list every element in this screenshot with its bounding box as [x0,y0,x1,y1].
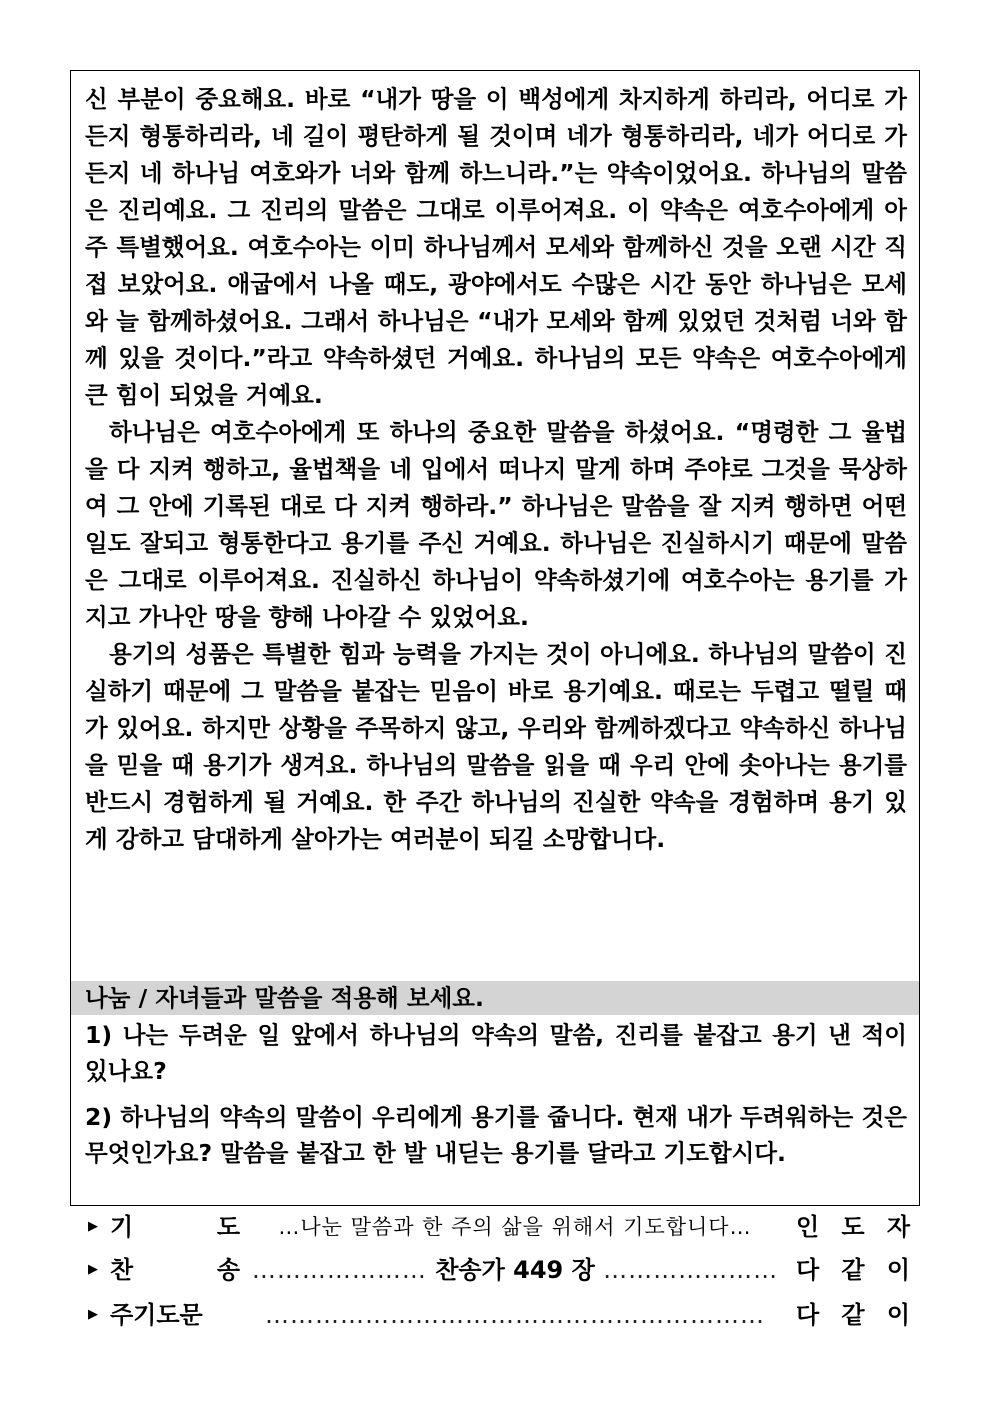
order-item-name: 주기도문 [110,1301,203,1329]
triangle-right-icon: ▶ [88,1307,98,1322]
triangle-right-icon: ▶ [88,1219,98,1234]
sermon-body [85,81,907,858]
order-item-leader: 다 같 이 [796,1301,910,1329]
order-item-description: …나눈 말씀과 한 주의 삶을 위해서 기도합니다… [278,1215,752,1239]
order-prayer [88,1207,910,1247]
order-item-name: 찬 송 [110,1256,240,1284]
hymn-number: 찬송가 449 장 [435,1256,595,1284]
order-hymn [88,1250,910,1290]
sharing-questions [85,1017,907,1181]
paragraph-3: 용기의 성품은 특별한 힘과 능력을 가지는 것이 아니에요. 하나님의 말씀이 진실하기 때문에 그 말씀을 붙잡는 믿음이 바로 용기예요. 때로는 두렵고 떨릴 때가 있어요. 하지만 상황을 주목하지 않고, 우리와 함께하겠다고 약속하신 하나님을 믿을 때 용기가 생겨요. 하나님의 말씀을 읽을 때 우리 안에 솟아나는 용기를 반드시 경험하게 될 거예요. 한 주간 하나님의 진실한 약속을 경험하며 용기 있게 강하고 담대하게 살아가는 여러분이 되길 소망합니다. [85,640,907,853]
order-item-leader: 다 같 이 [796,1256,910,1284]
content-box [70,70,920,1206]
question-2: 2) 하나님의 약속의 말씀이 우리에게 용기를 줍니다. 현재 내가 두려워하는 것은 무엇인가요? 말씀을 붙잡고 한 발 내딛는 용기를 달라고 기도합시다. [85,1103,907,1167]
triangle-right-icon: ▶ [88,1262,98,1277]
order-item-description: …………………………………………………… [265,1301,765,1329]
order-item-description: ………………… 찬송가 449 장 ………………… [251,1256,779,1284]
sharing-heading: 나눔 / 자녀들과 말씀을 적용해 보세요. [71,981,919,1015]
order-lords-prayer [88,1295,910,1335]
paragraph-1: 신 부분이 중요해요. 바로 “내가 땅을 이 백성에게 차지하게 하리라, 어디로 가든지 형통하리라, 네 길이 평탄하게 될 것이며 네가 형통하리라, 네가 어디로 가든지 네 하나님 여호와가 너와 함께 하느니라.”는 약속이었어요. 하나님의 말씀은 진리예요. 그 진리의 말씀은 그대로 이루어져요. 이 약속은 여호수아에게 아주 특별했어요. 여호수아는 이미 하나님께서 모세와 함께하신 것을 오랜 시간 직접 보았어요. 애굽에서 나올 때도, 광야에서도 수많은 시간 동안 하나님은 모세와 늘 함께하셨어요. 그래서 하나님은 “내가 모세와 함께 있었던 것처럼 너와 함께 있을 것이다.”라고 약속하셨던 거예요. 하나님의 모든 약속은 여호수아에게 큰 힘이 되었을 거예요. [85,85,907,409]
question-1: 1) 나는 두려운 일 앞에서 하나님의 약속의 말씀, 진리를 붙잡고 용기 낸 적이 있나요? [85,1021,907,1085]
order-item-name: 기 도 [110,1213,240,1241]
order-item-leader: 인 도 자 [796,1213,910,1241]
paragraph-2: 하나님은 여호수아에게 또 하나의 중요한 말씀을 하셨어요. “명령한 그 율법을 다 지켜 행하고, 율법책을 네 입에서 떠나지 말게 하며 주야로 그것을 묵상하여 그 안에 기록된 대로 다 지켜 행하라.” 하나님은 말씀을 잘 지켜 행하면 어떤 일도 잘되고 형통한다고 용기를 주신 거예요. 하나님은 진실하시기 때문에 말씀은 그대로 이루어져요. 진실하신 하나님이 약속하셨기에 여호수아는 용기를 가지고 가나안 땅을 향해 나아갈 수 있었어요. [85,418,907,631]
